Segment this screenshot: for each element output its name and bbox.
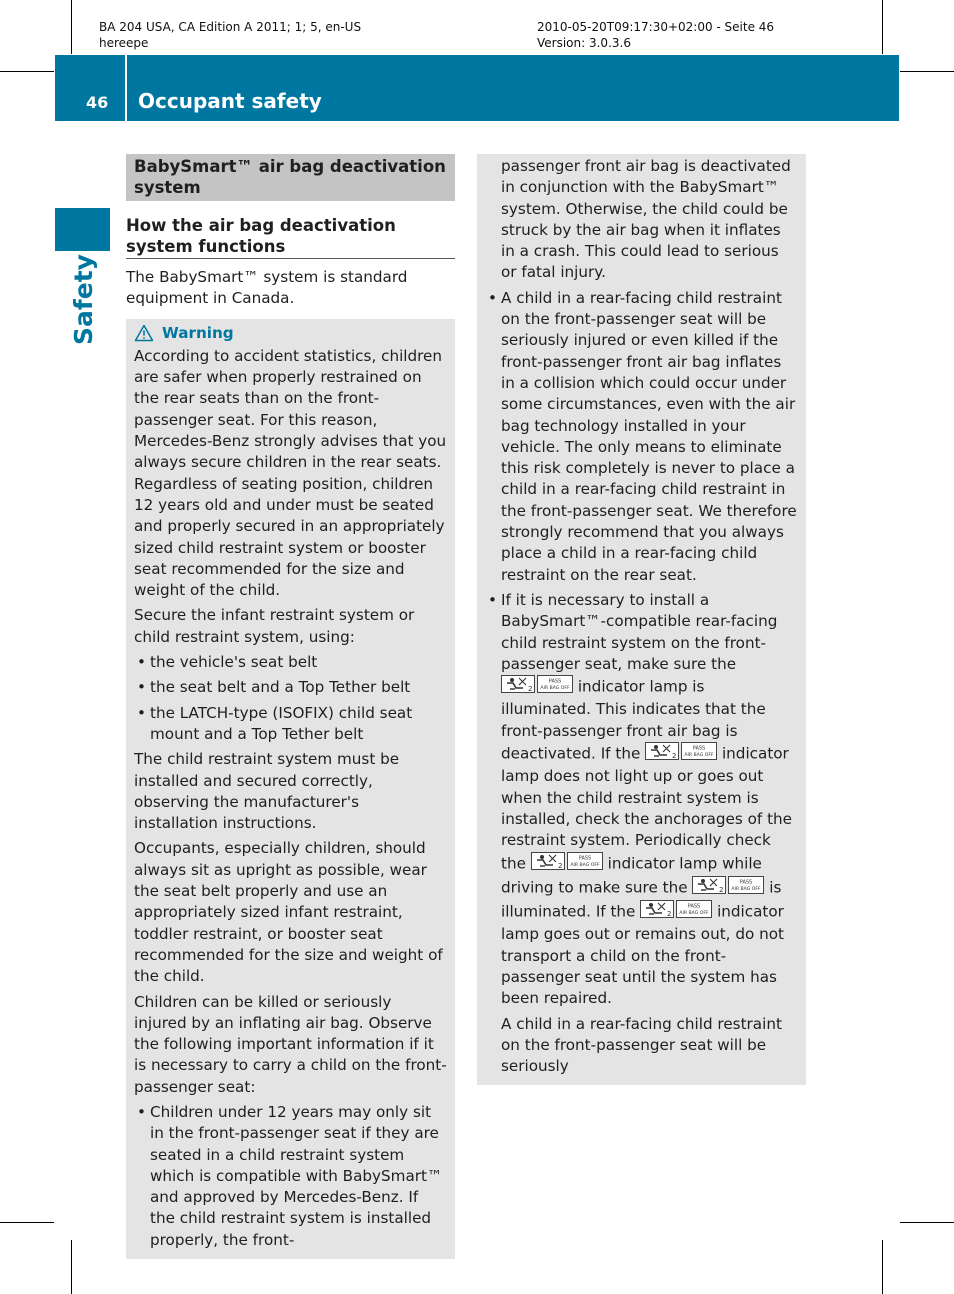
svg-text:AIR BAG OFF: AIR BAG OFF (679, 911, 709, 917)
list-item: • the seat belt and a Top Tether belt (134, 677, 447, 698)
crop-mark (900, 71, 954, 72)
svg-text:AIR BAG OFF: AIR BAG OFF (731, 886, 762, 892)
warning-box-continued (477, 154, 806, 1085)
side-tab-block (55, 208, 110, 251)
pass-airbag-off-lamp-icon (501, 675, 573, 699)
list-item: • A child in a rear-facing child restraint on the front-passenger seat will be seriously injured or even killed if the front-passenger front air bag inflates in a collision which could occur under some circumstances, even with the air bag technology installed in your vehicle. The only means to eliminate this risk completely is never to place a child in a rear-facing child restraint in the front-passenger seat. We therefore strongly recommend that you always place a child in a rear-facing child restraint on the rear seat. (485, 288, 798, 586)
warning-paragraph: The child restraint system must be installed and secured correctly, observing the manufacturer's installation instructions. (134, 750, 400, 833)
svg-text:2: 2 (528, 685, 533, 694)
pass-airbag-off-lamp-icon (645, 742, 717, 766)
warning-paragraph: Children can be killed or seriously injured by an inflating air bag. Observe the following important information if it is necessary to carry a child on the front-passenger seat: (134, 992, 447, 1096)
page-number: 46 (86, 93, 109, 112)
meta-author: hereepe (99, 36, 149, 50)
warning-paragraph: According to accident statistics, children are safer when properly restrained on the rear seats than on the front-passenger seat. For this reason, Mercedes-Benz strongly advises that you always secure children in the rear seats. Regardless of seating position, children 12 years old and under must be seated and properly secured in an appropriately sized child restraint system or booster seat recommended for the size and weight of the child. (134, 346, 447, 600)
left-column (126, 154, 455, 1259)
crop-mark (882, 1240, 883, 1294)
pass-airbag-off-lamp-icon (692, 876, 764, 900)
restraint-method-list (134, 652, 447, 745)
pass-airbag-off-lamp-icon (640, 900, 712, 924)
svg-text:AIR BAG OFF: AIR BAG OFF (540, 686, 570, 692)
warning-header (134, 323, 447, 344)
svg-text:AIR BAG OFF: AIR BAG OFF (684, 753, 714, 759)
warning-paragraph: A child in a rear-facing child restraint on the front-passenger seat will be seriously (501, 1014, 782, 1076)
svg-text:2: 2 (672, 752, 677, 761)
section-title: BabySmart™ air bag deactivation system (126, 154, 455, 201)
pass-airbag-off-lamp-icon (531, 852, 603, 876)
text-run: If it is necessary to install a BabySmart™-compatible rear-facing child restraint system on the front-passenger seat, make sure the (501, 590, 778, 673)
side-tab-label (48, 253, 118, 345)
right-column (477, 154, 806, 1085)
svg-text:2: 2 (557, 861, 563, 870)
text-run: indicator lamp goes out or remains out, do not transport a child on the front-passenger seat until the system has been repaired. (501, 902, 784, 1008)
meta-edition: BA 204 USA, CA Edition A 2011; 1; 5, en-US (99, 20, 362, 34)
crop-mark (900, 1222, 954, 1223)
side-tab-text: Safety (68, 253, 98, 345)
svg-text:PASS: PASS (548, 678, 562, 685)
text-run: indicator lamp while driving to make sure the (501, 854, 762, 897)
svg-text:PASS: PASS (740, 879, 753, 886)
print-meta-right (537, 19, 774, 51)
warning-box (126, 319, 455, 1259)
intro-paragraph: The BabySmart™ system is standard equipment in Canada. (126, 268, 408, 308)
subsection-title: How the air bag deactivation system functions (126, 215, 455, 259)
meta-version: Version: 3.0.3.6 (537, 36, 631, 50)
svg-text:PASS: PASS (692, 745, 706, 752)
child-seat-list (134, 1102, 447, 1251)
crop-mark (71, 0, 72, 54)
warning-label: Warning (162, 323, 234, 342)
warning-paragraph: Occupants, especially children, should always sit as upright as possible, wear the seat belt properly and use an appropriately sized infant restraint, toddler restraint, or booster seat recommended for the size and weight of the child. (134, 839, 443, 986)
warning-paragraph: Secure the infant restraint system or child restraint system, using: (134, 606, 415, 646)
crop-mark (71, 1240, 72, 1294)
list-item (485, 590, 798, 1010)
text-run: indicator lamp is illuminated. This indicates that the front-passenger front air bag is deactivated. If the (501, 677, 766, 763)
list-item: • the LATCH-type (ISOFIX) child seat mount and a Top Tether belt (134, 703, 447, 746)
list-item: • Children under 12 years may only sit in the front-passenger seat if they are seated in a child restraint system which is compatible with BabySmart™ and approved by Mercedes-Benz. If the child restraint system is installed properly, the front- (134, 1102, 447, 1251)
list-item: • the vehicle's seat belt (134, 652, 447, 673)
svg-text:PASS: PASS (578, 855, 591, 861)
text-run: is illuminated. If the (501, 878, 782, 921)
svg-text:PASS: PASS (688, 903, 701, 910)
crop-mark (0, 1222, 54, 1223)
chapter-title: Occupant safety (138, 89, 322, 113)
chapter-header (55, 55, 899, 121)
crop-mark (882, 0, 883, 54)
svg-text:2: 2 (719, 885, 724, 894)
warning-triangle-icon (134, 324, 154, 342)
svg-text:2: 2 (667, 910, 672, 919)
header-divider (125, 55, 127, 121)
warning-paragraph: passenger front air bag is deactivated in conjunction with the BabySmart™ system. Otherwise, the child could be struck by the air bag when it inflates in a crash. This could lead to serious or fatal injury. (501, 157, 791, 282)
meta-timestamp: 2010-05-20T09:17:30+02:00 - Seite 46 (537, 20, 775, 34)
crop-mark (0, 71, 54, 72)
svg-text:AIR BAG OFF: AIR BAG OFF (570, 862, 600, 868)
child-seat-list-continued (501, 288, 798, 1010)
text-run: indicator lamp does not light up or goes out when the child restraint system is installed, check the anchorages of the restraint system. Periodically check the (501, 744, 793, 873)
print-meta-left (99, 19, 361, 51)
